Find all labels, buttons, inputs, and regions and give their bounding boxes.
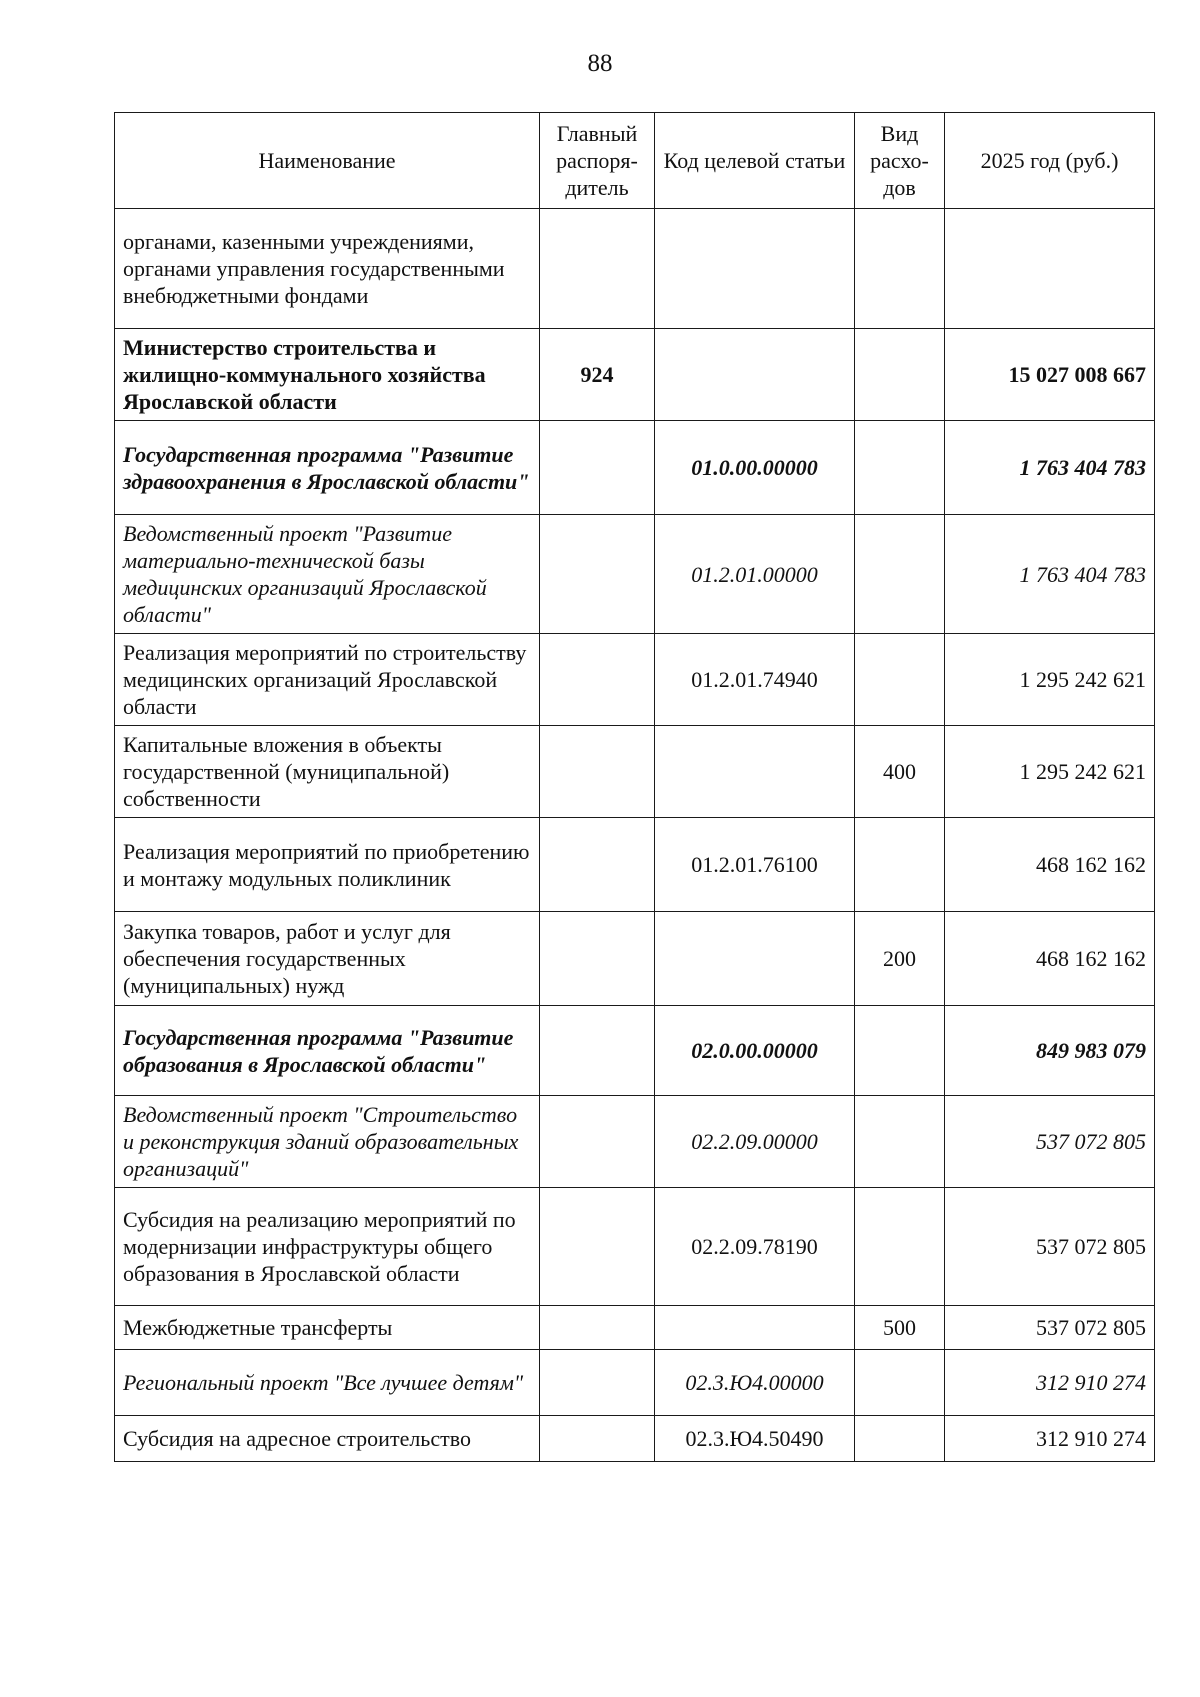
- table-row: [115, 209, 1155, 329]
- table-body: [115, 209, 1155, 1462]
- row-amount-cell: 1 295 242 621: [945, 726, 1155, 818]
- row-target-code-cell: 02.3.Ю4.50490: [655, 1416, 855, 1462]
- row-target-code-cell: 01.2.01.74940: [655, 634, 855, 726]
- row-target-code-cell: [655, 209, 855, 329]
- row-expense-type-cell: [855, 329, 945, 421]
- table-row: [115, 515, 1155, 634]
- table-row: [115, 1006, 1155, 1096]
- row-expense-type-cell: [855, 1188, 945, 1306]
- row-amount-cell: 1 763 404 783: [945, 421, 1155, 515]
- table-row: [115, 329, 1155, 421]
- row-main-manager-cell: [540, 421, 655, 515]
- row-main-manager-cell: [540, 515, 655, 634]
- row-main-manager-cell: [540, 634, 655, 726]
- row-amount-cell: 1 763 404 783: [945, 515, 1155, 634]
- table-header-row: [115, 113, 1155, 209]
- row-expense-type-cell: [855, 1096, 945, 1188]
- row-main-manager-cell: [540, 818, 655, 912]
- table-row: [115, 726, 1155, 818]
- row-expense-type-cell: [855, 209, 945, 329]
- row-target-code-cell: [655, 726, 855, 818]
- header-main-manager: Главный распоря-дитель: [540, 113, 655, 209]
- row-target-code-cell: [655, 1306, 855, 1350]
- row-name-cell: Ведомственный проект "Строительство и реконструкция зданий образовательных организаций": [115, 1096, 540, 1188]
- row-main-manager-cell: [540, 1350, 655, 1416]
- row-expense-type-cell: [855, 515, 945, 634]
- row-expense-type-cell: [855, 1006, 945, 1096]
- table-row: [115, 1188, 1155, 1306]
- row-amount-cell: 468 162 162: [945, 818, 1155, 912]
- row-main-manager-cell: 924: [540, 329, 655, 421]
- row-name-cell: Субсидия на адресное строительство: [115, 1416, 540, 1462]
- row-amount-cell: 537 072 805: [945, 1188, 1155, 1306]
- row-target-code-cell: [655, 912, 855, 1006]
- table-row: [115, 421, 1155, 515]
- row-expense-type-cell: [855, 1350, 945, 1416]
- row-amount-cell: 312 910 274: [945, 1350, 1155, 1416]
- row-name-cell: Ведомственный проект "Развитие материально-технической базы медицинских организаций Ярославской области": [115, 515, 540, 634]
- table-row: [115, 1416, 1155, 1462]
- row-name-cell: Государственная программа "Развитие образования в Ярославской области": [115, 1006, 540, 1096]
- row-target-code-cell: 01.2.01.76100: [655, 818, 855, 912]
- row-main-manager-cell: [540, 1188, 655, 1306]
- budget-table: [114, 112, 1155, 1462]
- row-main-manager-cell: [540, 1416, 655, 1462]
- row-amount-cell: 15 027 008 667: [945, 329, 1155, 421]
- row-expense-type-cell: [855, 818, 945, 912]
- row-target-code-cell: 02.3.Ю4.00000: [655, 1350, 855, 1416]
- table-row: [115, 1350, 1155, 1416]
- row-expense-type-cell: [855, 634, 945, 726]
- row-expense-type-cell: 400: [855, 726, 945, 818]
- row-name-cell: Министерство строительства и жилищно-коммунального хозяйства Ярославской области: [115, 329, 540, 421]
- row-name-cell: Государственная программа "Развитие здравоохранения в Ярославской области": [115, 421, 540, 515]
- row-name-cell: Закупка товаров, работ и услуг для обеспечения государственных (муниципальных) нужд: [115, 912, 540, 1006]
- row-main-manager-cell: [540, 726, 655, 818]
- row-name-cell: Реализация мероприятий по приобретению и монтажу модульных поликлиник: [115, 818, 540, 912]
- row-target-code-cell: 02.2.09.00000: [655, 1096, 855, 1188]
- row-name-cell: Межбюджетные трансферты: [115, 1306, 540, 1350]
- row-expense-type-cell: 200: [855, 912, 945, 1006]
- table-row: [115, 634, 1155, 726]
- row-main-manager-cell: [540, 1306, 655, 1350]
- page-number: 88: [587, 50, 613, 77]
- row-target-code-cell: 01.0.00.00000: [655, 421, 855, 515]
- row-amount-cell: 468 162 162: [945, 912, 1155, 1006]
- row-main-manager-cell: [540, 1006, 655, 1096]
- table-row: [115, 818, 1155, 912]
- row-amount-cell: 537 072 805: [945, 1306, 1155, 1350]
- row-target-code-cell: 02.2.09.78190: [655, 1188, 855, 1306]
- row-amount-cell: [945, 209, 1155, 329]
- row-name-cell: органами, казенными учреждениями, органами управления государственными внебюджетными фондами: [115, 209, 540, 329]
- row-target-code-cell: 02.0.00.00000: [655, 1006, 855, 1096]
- row-main-manager-cell: [540, 912, 655, 1006]
- row-amount-cell: 537 072 805: [945, 1096, 1155, 1188]
- header-name: Наименование: [115, 113, 540, 209]
- row-main-manager-cell: [540, 1096, 655, 1188]
- table-row: [115, 1306, 1155, 1350]
- row-main-manager-cell: [540, 209, 655, 329]
- row-amount-cell: 1 295 242 621: [945, 634, 1155, 726]
- row-target-code-cell: 01.2.01.00000: [655, 515, 855, 634]
- header-year-amount: 2025 год (руб.): [945, 113, 1155, 209]
- table-row: [115, 1096, 1155, 1188]
- row-expense-type-cell: [855, 1416, 945, 1462]
- row-expense-type-cell: [855, 421, 945, 515]
- row-amount-cell: 849 983 079: [945, 1006, 1155, 1096]
- table-row: [115, 912, 1155, 1006]
- row-name-cell: Капитальные вложения в объекты государственной (муниципальной) собственности: [115, 726, 540, 818]
- header-target-code: Код целевой статьи: [655, 113, 855, 209]
- row-amount-cell: 312 910 274: [945, 1416, 1155, 1462]
- row-name-cell: Реализация мероприятий по строительству медицинских организаций Ярославской области: [115, 634, 540, 726]
- row-expense-type-cell: 500: [855, 1306, 945, 1350]
- header-expense-type: Вид расхо-дов: [855, 113, 945, 209]
- row-name-cell: Региональный проект "Все лучшее детям": [115, 1350, 540, 1416]
- row-target-code-cell: [655, 329, 855, 421]
- row-name-cell: Субсидия на реализацию мероприятий по модернизации инфраструктуры общего образования в Ярославской области: [115, 1188, 540, 1306]
